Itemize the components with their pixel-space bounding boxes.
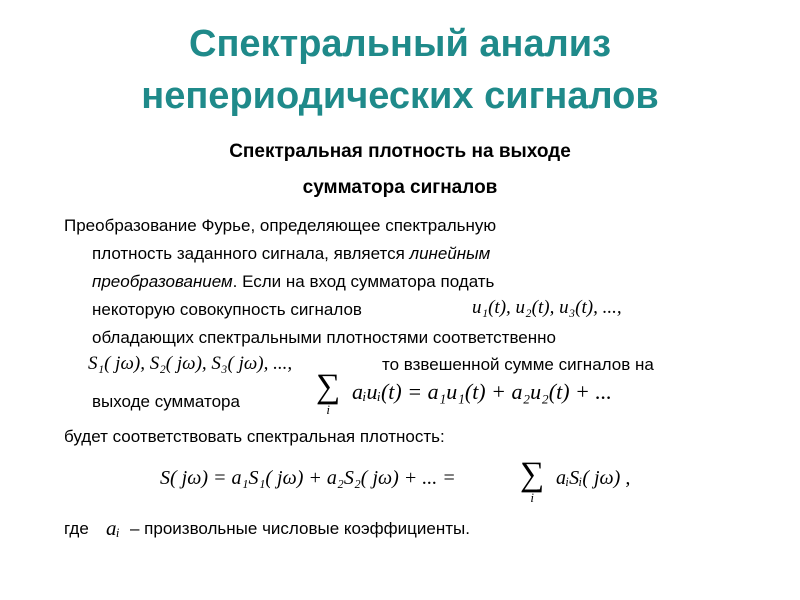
paragraph-line-6: то взвешенной сумме сигналов на (382, 355, 654, 374)
spectral-density-sum-term-text: aᵢSᵢ( jω) , (556, 467, 631, 489)
spectral-density-formula-text: S( jω) = a₁S₁( jω) + a₂S₂( jω) + ... = (160, 467, 456, 489)
paragraph-line-7: выходе сумматора (92, 392, 240, 411)
densities-formula (88, 352, 292, 376)
signals-formula-text: u₁(t), u₂(t), u₃(t), ..., (472, 297, 622, 318)
slide-title-line-2: непериодических сигналов (141, 75, 659, 117)
sigma-2: ∑ (520, 456, 545, 493)
sigma-2-index: i (530, 490, 534, 505)
paragraph-transform-word: преобразованием (92, 272, 233, 291)
coefficient-symbol-text: aᵢ (106, 516, 120, 540)
paragraph-line-9-text: – произвольные числовые коэффициенты. (130, 519, 470, 538)
paragraph-line-2-text: плотность заданного сигнала, является (92, 244, 410, 263)
slide-title-line-1: Спектральный анализ (189, 23, 611, 65)
paragraph-linear-word: линейным (409, 244, 491, 263)
sum-symbol-2 (520, 458, 544, 504)
paragraph-line-5: обладающих спектральными плотностями соответственно (92, 328, 556, 347)
paragraph-line-1: Преобразование Фурье, определяющее спектральную (64, 216, 497, 235)
paragraph-line-9-where: где (64, 519, 89, 538)
spectral-density-sum-term (556, 466, 630, 490)
weighted-sum-formula (352, 380, 612, 404)
paragraph-line-2 (92, 243, 490, 265)
weighted-sum-formula-text: aᵢuᵢ(t) = a₁u₁(t) + a₂u₂(t) + ... (352, 379, 612, 404)
spectral-density-formula (160, 466, 456, 490)
paragraph-line-3-text: . Если на вход сумматора подать (232, 272, 495, 291)
sigma-1: ∑ (316, 368, 341, 405)
subtitle-line-1: Спектральная плотность на выходе (229, 141, 571, 162)
sum-symbol-1 (316, 370, 340, 416)
sigma-1-index: i (326, 402, 330, 417)
paragraph-line-4: некоторую совокупность сигналов (92, 300, 362, 319)
paragraph-line-8: будет соответствовать спектральная плотность: (64, 427, 445, 446)
subtitle-line-2: сумматора сигналов (302, 177, 498, 198)
densities-formula-text: S₁( jω), S₂( jω), S₃( jω), ..., (88, 353, 293, 374)
signals-formula (472, 296, 622, 320)
coefficient-symbol (106, 516, 120, 540)
paragraph-line-3 (92, 271, 494, 293)
